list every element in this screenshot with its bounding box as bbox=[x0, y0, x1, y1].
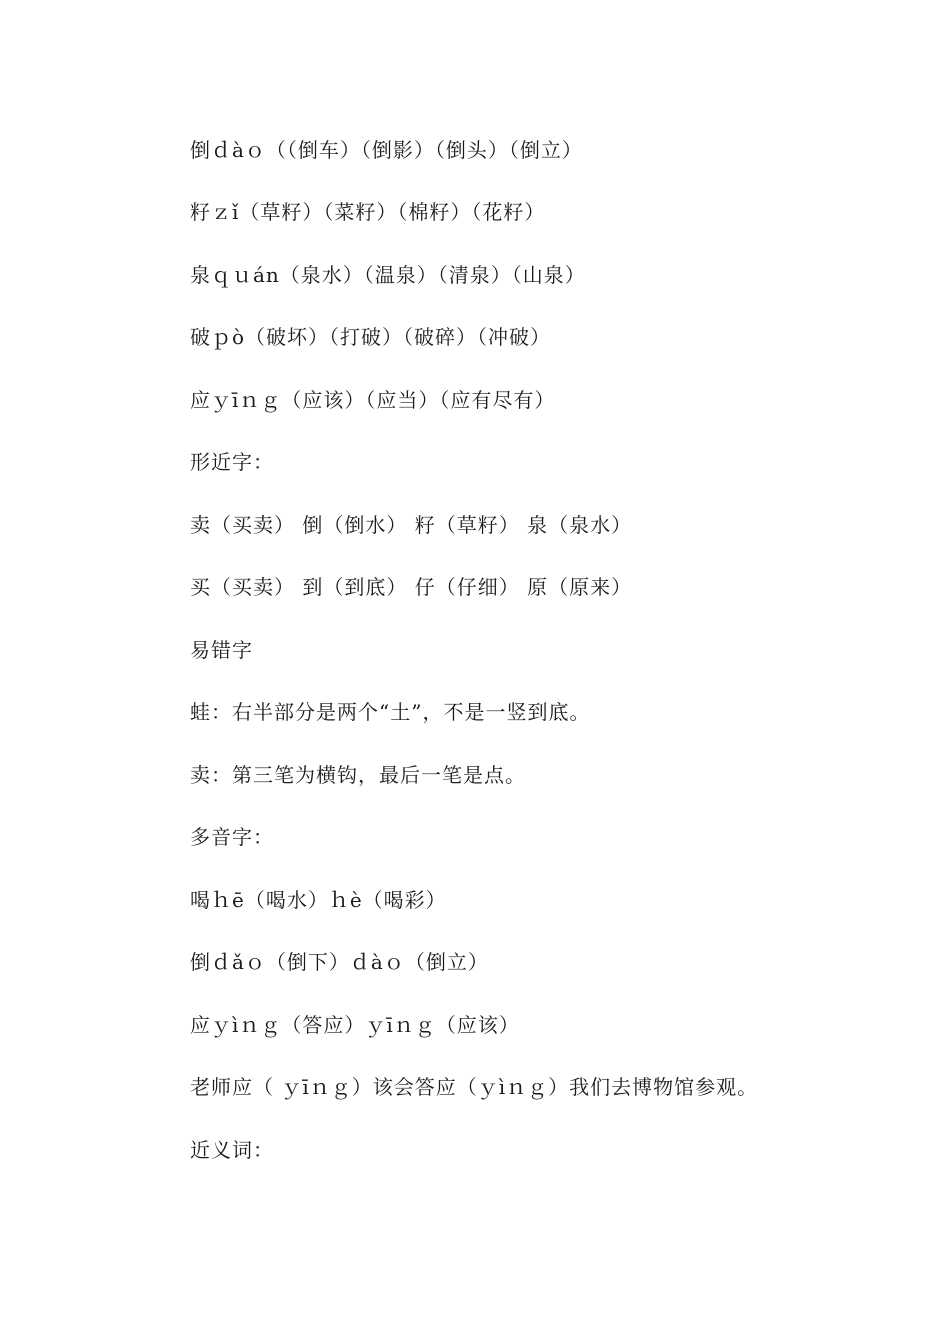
ying-words-line: 应ｙīｎｇ（应该）（应当）（应有尽有） bbox=[190, 388, 556, 412]
polyphone-dao-words-line: 倒ｄàｏ（（倒车）（倒影）（倒头）（倒立） bbox=[190, 138, 583, 162]
error-note-wa: 蛙：右半部分是两个“土”，不是一竖到底。 bbox=[190, 700, 591, 724]
similar-chars-row-2: 买（买卖） 到（到底） 仔（仔细） 原（原来） bbox=[190, 575, 633, 599]
polyphonic-dao-line: 倒ｄǎｏ（倒下）ｄàｏ（倒立） bbox=[190, 950, 489, 974]
error-prone-chars-heading: 易错字 bbox=[190, 638, 253, 662]
similar-chars-heading: 形近字： bbox=[190, 450, 274, 474]
polyphonic-chars-heading: 多音字： bbox=[190, 825, 274, 849]
polyphonic-he-line: 喝ｈē（喝水）ｈè（喝彩） bbox=[190, 888, 447, 912]
synonyms-heading: 近义词： bbox=[190, 1138, 274, 1162]
zi-words-line: 籽ｚǐ（草籽）（菜籽）（棉籽）（花籽） bbox=[190, 200, 546, 224]
po-words-line: 破ｐò（破坏）（打破）（破碎）（冲破） bbox=[190, 325, 552, 349]
similar-chars-row-1: 卖（买卖） 倒（倒水） 籽（草籽） 泉（泉水） bbox=[190, 513, 633, 537]
error-note-mai: 卖：第三笔为横钩，最后一笔是点。 bbox=[190, 763, 526, 787]
quan-words-line: 泉ｑｕán（泉水）（温泉）（清泉）（山泉） bbox=[190, 263, 586, 287]
example-sentence: 老师应（ ｙīｎｇ）该会答应（ｙìｎｇ）我们去博物馆参观。 bbox=[190, 1075, 759, 1099]
polyphonic-ying-line: 应ｙìｎｇ（答应）ｙīｎｇ（应该） bbox=[190, 1013, 520, 1037]
